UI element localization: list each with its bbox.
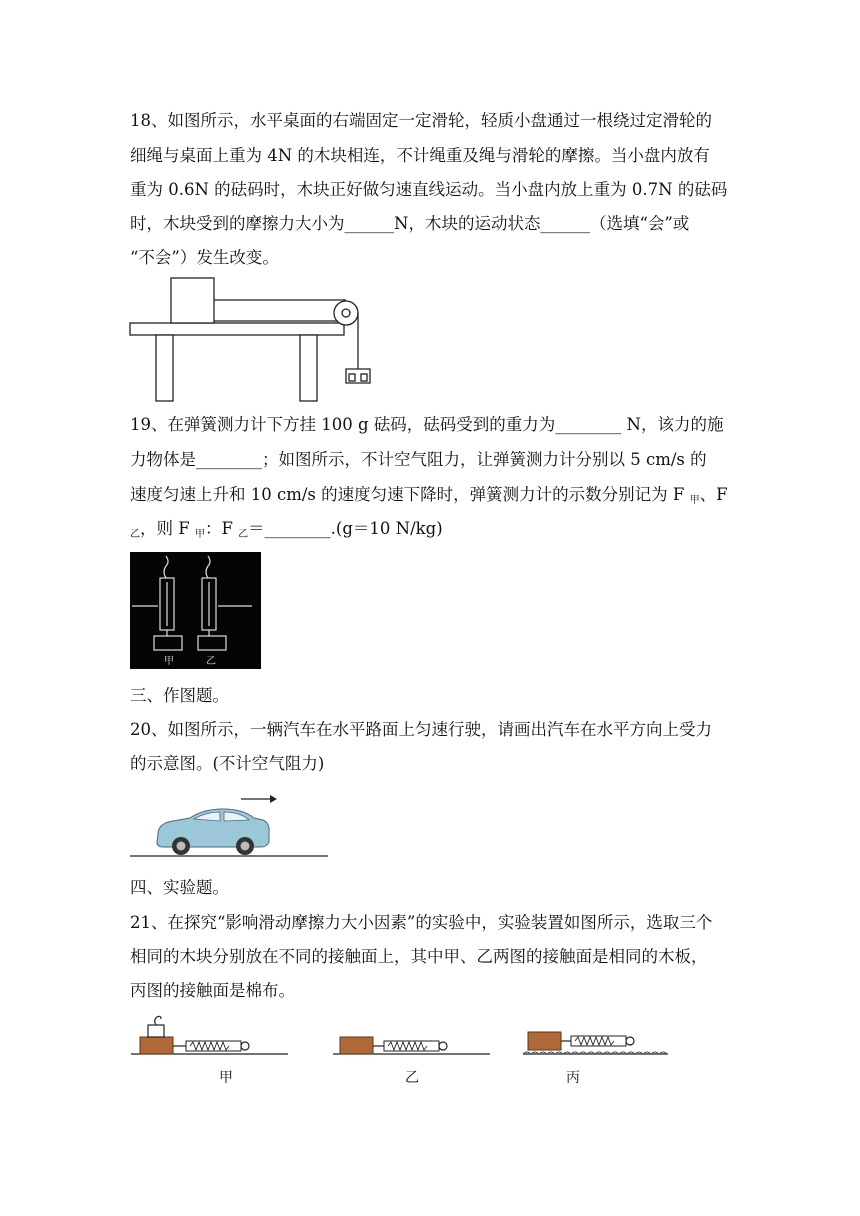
q18-line-2: 细绳与桌面上重为 4N 的木块相连，不计绳重及绳与滑轮的摩擦。当小盘内放有	[130, 146, 710, 165]
wood-block	[171, 278, 214, 323]
car	[157, 809, 269, 855]
table-leg-right	[300, 335, 317, 401]
q20-line-2: 的示意图。(不计空气阻力)	[130, 754, 325, 773]
motion-arrow	[241, 795, 277, 803]
q19-line-1: 19、在弹簧测力计下方挂 100 g 砝码，砝码受到的重力为________ N，该力的施	[130, 415, 724, 434]
label-bing: 丙	[566, 1070, 580, 1086]
setup-bing	[523, 1032, 668, 1054]
car-figure	[128, 790, 333, 860]
label-jia: 甲	[219, 1070, 233, 1086]
setup-yi	[333, 1037, 490, 1054]
q18-line-3: 重为 0.6N 的砝码时，木块正好做匀速直线运动。当小盘内放上重为 0.7N 的砝码	[130, 180, 728, 199]
q20-line-1: 20、如图所示，一辆汽车在水平路面上匀速行驶，请画出汽车在水平方向上受力	[130, 720, 712, 739]
q21-line-1: 21、在探究“影响滑动摩擦力大小因素”的实验中，实验装置如图所示，选取三个	[130, 913, 713, 932]
table-top	[130, 323, 344, 335]
friction-experiment-figure	[128, 1012, 673, 1090]
q21-line-2: 相同的木块分别放在不同的接触面上，其中甲、乙两图的接触面是相同的木板，	[130, 947, 708, 966]
q19-line-2: 力物体是________；如图所示，不计空气阻力，让弹簧测力计分别以 5 cm/s 的	[130, 450, 707, 469]
spring-scale-photo	[130, 552, 261, 669]
table-pulley-figure	[128, 276, 378, 402]
weight-on-block	[148, 1025, 164, 1037]
label-yi: 乙	[405, 1070, 419, 1086]
weight-2	[361, 374, 367, 381]
q18-line-5: “不会”）发生改变。	[130, 248, 279, 267]
setup-jia	[131, 1016, 288, 1054]
q18-line-4: 时，木块受到的摩擦力大小为______N，木块的运动状态______（选填“会”或	[130, 214, 690, 233]
label-yi: 乙	[206, 656, 216, 667]
section-4-heading: 四、实验题。	[130, 878, 229, 897]
q18-line-1: 18、如图所示，水平桌面的右端固定一定滑轮，轻质小盘通过一根绕过定滑轮的	[130, 111, 712, 130]
weight-1	[349, 374, 355, 381]
q21-line-3: 丙图的接触面是棉布。	[130, 981, 295, 1000]
table-leg-left	[156, 335, 173, 401]
q19-line-3: 速度匀速上升和 10 cm/s 的速度匀速下降时，弹簧测力计的示数分别记为 F $_甲$、F	[130, 485, 728, 506]
q19-line-4: $_乙$，则 F $_甲$：F $_乙$＝________.(g＝10 N/kg)	[130, 519, 443, 540]
label-jia: 甲	[164, 656, 174, 667]
section-3-heading: 三、作图题。	[130, 686, 229, 705]
